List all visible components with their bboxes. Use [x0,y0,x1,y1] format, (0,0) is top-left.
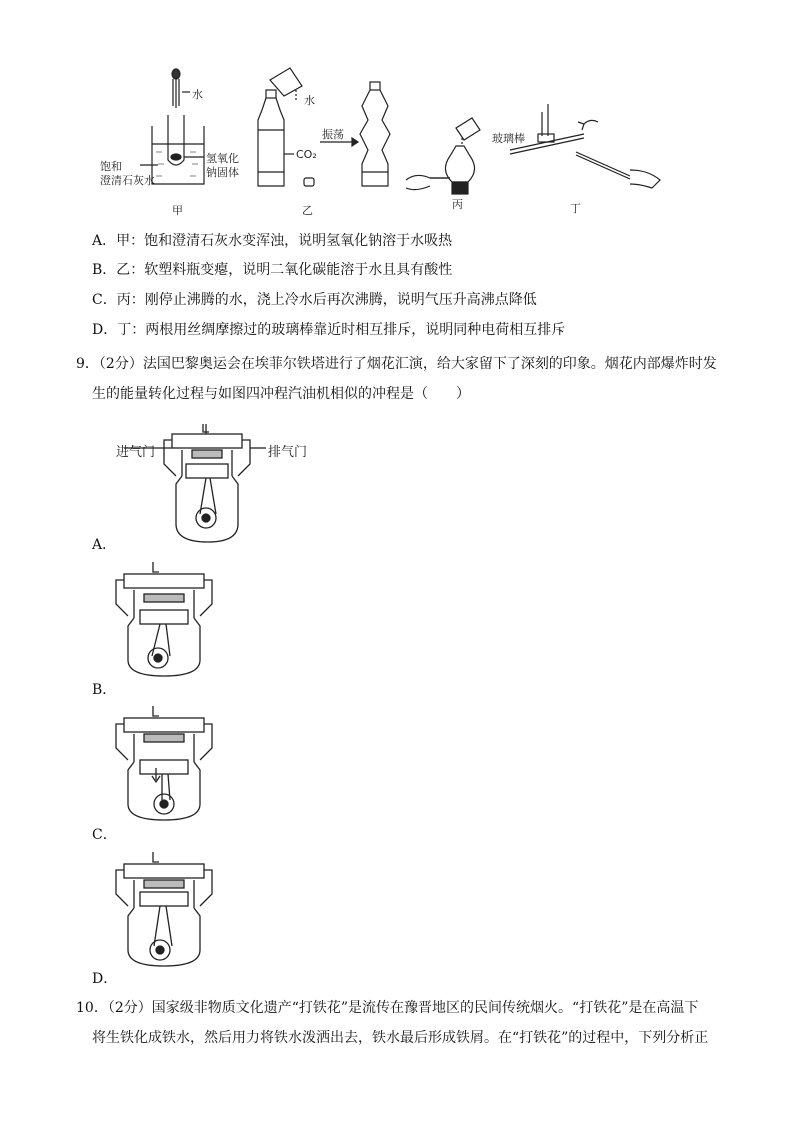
q9-stem-line-2: 生的能量转化过程与如图四冲程汽油机相似的冲程是（ ） [92,386,470,402]
q8-figure-drawing [100,60,700,220]
jia-left-label-2: 澄清石灰水 [100,174,155,187]
q9-choice-c: C． [92,827,117,843]
jia-left-label-1: 饱和 [100,160,122,173]
q9-engine-b [110,560,220,680]
q8-option-a: A．甲：饱和澄清石灰水变浑浊，说明氢氧化钠溶于水吸热 [92,233,453,249]
q9-choice-a: A． [92,537,117,553]
q8-option-d: D．丁：两根用丝绸摩擦过的玻璃棒靠近时相互排斥，说明同种电荷相互排斥 [92,322,566,338]
engine-diagram-b [110,560,220,680]
q9-choice-d: D． [92,971,118,987]
jia-water-label: 水 [192,88,203,101]
ding-apparatus [510,104,660,188]
q9-engine-c [110,704,220,824]
q9-engine-figure [116,420,306,550]
bing-apparatus [406,118,480,194]
q10-stem-line-2: 将生铁化成铁水，然后用力将铁水泼洒出去，铁水最后形成铁屑。在“打铁花”的过程中，下列分析正 [92,1030,709,1046]
yi-action-label: 振荡 [322,128,344,141]
yi-water-label: 水 [304,94,315,107]
ding-rod-label: 玻璃棒 [492,132,525,145]
ding-caption: 丁 [570,202,581,215]
jia-caption: 甲 [172,204,183,217]
q9-engine-d [110,850,220,970]
yi-caption: 乙 [302,204,313,217]
q10-stem-line-1: 10．（2分）国家级非物质文化遗产“打铁花”是流传在豫晋地区的民间传统烟火。“打铁花”是在高温下 [76,1000,699,1016]
engine-diagram-d [110,850,220,970]
jia-right-label-2: 钠固体 [206,166,239,179]
intake-valve-label: 进气门 [116,445,156,460]
engine-diagram-c [110,704,220,824]
q9-stem-line-1: 9．（2分）法国巴黎奥运会在埃菲尔铁塔进行了烟花汇演，给大家留下了深刻的印象。烟花内部爆炸时发 [76,356,717,372]
q9-choice-b: B． [92,682,117,698]
q8-figure [100,60,700,220]
engine-diagram-main [116,420,306,550]
q8-option-b: B．乙：软塑料瓶变瘪，说明二氧化碳能溶于水且具有酸性 [92,262,453,278]
exhaust-valve-label: 排气门 [268,445,308,460]
bing-caption: 丙 [452,198,463,211]
jia-right-label-1: 氢氧化 [206,152,239,165]
q8-option-c: C．丙：刚停止沸腾的水，浇上冷水后再次沸腾，说明气压升高沸点降低 [92,292,537,308]
yi-gas-label: CO₂ [296,148,317,161]
